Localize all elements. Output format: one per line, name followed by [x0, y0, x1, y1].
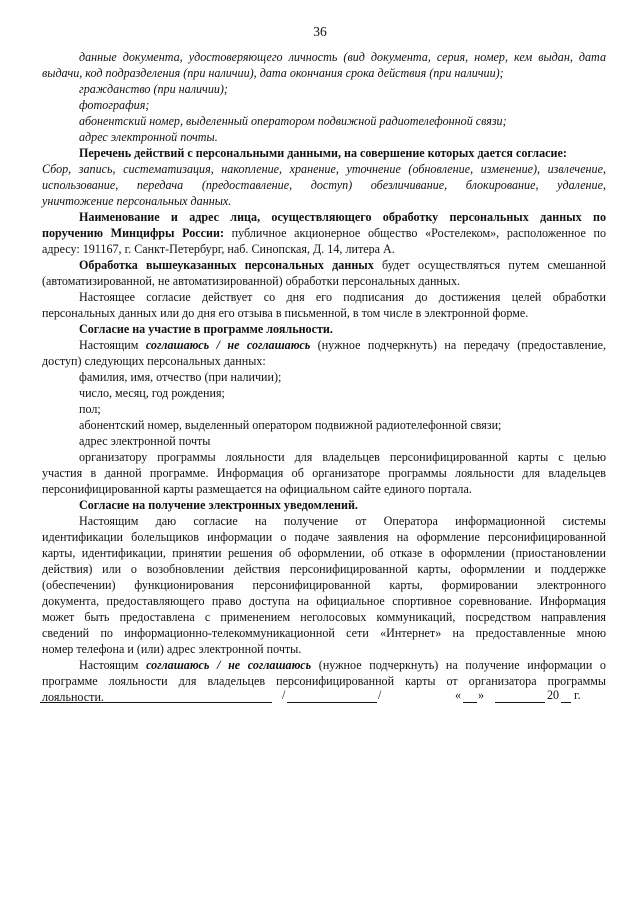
- operator-line-2: [42, 225, 606, 241]
- actions-heading: Перечень действий с персональными данными, на совершение которых дается согласие:: [79, 146, 567, 160]
- notifications-p2-line-2: программе лояльности для владельцев персонифицированной карты от организатора программы: [42, 674, 606, 688]
- loyalty-intro-start: Настоящим: [79, 338, 146, 352]
- year-prefix: 20: [547, 688, 560, 702]
- notifications-p2-rest: (нужное подчеркнуть) на получение информации о: [311, 658, 606, 672]
- notifications-line-1: Настоящим даю согласие на получение от Оператора информационной системы: [79, 514, 606, 528]
- notifications-line-8: сведений по информационно-телекоммуникационной сети «Интернет» на предоставленные мною: [42, 626, 606, 640]
- processing-line-1: [42, 257, 606, 273]
- slash-1: /: [282, 688, 286, 702]
- loyalty-item-sex: пол;: [79, 402, 101, 416]
- date-open-quote: «: [455, 688, 462, 702]
- notifications-line-4: действия) или о возобновлении действия персонифицированной карты, оформлении и поддержке: [42, 562, 606, 576]
- validity-line-1: Настоящее согласие действует со дня его подписания до достижения целей обработки: [79, 290, 606, 304]
- day-line[interactable]: [463, 688, 477, 703]
- list-item-citizenship: гражданство (при наличии);: [79, 82, 228, 96]
- operator-address: адресу: 191167, г. Санкт-Петербург, наб. Синопская, Д. 14, литера А.: [42, 242, 395, 256]
- notifications-p2-start: Настоящим: [79, 658, 147, 672]
- signature-row: [40, 688, 600, 712]
- notifications-agree-choice: соглашаюсь / не соглашаюсь: [146, 658, 312, 672]
- notifications-line-6: документа, предоставляющего право доступа на официальное спортивное соревнование. Информация: [42, 594, 606, 608]
- actions-line-1: Сбор, запись, систематизация, накопление, хранение, уточнение (обновление, изменение), извлечение,: [42, 162, 606, 176]
- loyalty-org-line-1: организатору программы лояльности для владельцев персонифицированной карты с целью: [79, 450, 606, 464]
- notifications-line-3: карты, идентификации, принятии решения об оформлении, об отказе в оформлении (приостановлении: [42, 546, 606, 560]
- loyalty-item-birthdate: число, месяц, год рождения;: [79, 386, 225, 400]
- operator-name: публичное акционерное общество «Ростелеком», расположенное по: [223, 226, 607, 240]
- notifications-line-5: (обеспечении) функционирования персонифицированной карты, формировании электронного: [42, 578, 606, 592]
- month-line[interactable]: [495, 688, 545, 703]
- actions-line-2: использование, передача (предоставление, доступ) обезличивание, блокирование, удаление,: [42, 178, 606, 192]
- document-body: [42, 49, 606, 705]
- loyalty-item-name: фамилия, имя, отчество (при наличии);: [79, 370, 282, 384]
- year-line[interactable]: [561, 688, 571, 703]
- list-item-email: адрес электронной почты.: [79, 130, 218, 144]
- list-item-phone: абонентский номер, выделенный оператором подвижной радиотелефонной связи;: [79, 114, 507, 128]
- loyalty-item-email: адрес электронной почты: [79, 434, 211, 448]
- processing-rest: будет осуществляться путем смешанной: [373, 258, 606, 272]
- name-line[interactable]: [287, 688, 377, 703]
- loyalty-item-phone: абонентский номер, выделенный оператором подвижной радиотелефонной связи;: [79, 418, 502, 432]
- actions-line-3: уничтожение персональных данных.: [42, 194, 232, 208]
- notifications-p2-line-1: [42, 657, 606, 673]
- notifications-line-2: идентификации болельщиков информации о подаче заявления на оформление персонифицированной: [42, 530, 606, 544]
- processing-bold: Обработка вышеуказанных персональных данных: [79, 258, 374, 272]
- loyalty-intro-line-2: доступ) следующих персональных данных:: [42, 354, 266, 368]
- signature-line[interactable]: [40, 688, 272, 703]
- loyalty-intro-line-1: [42, 337, 606, 353]
- year-suffix: г.: [574, 688, 581, 702]
- page-number: 36: [313, 24, 327, 39]
- loyalty-org-line-3: персонифицированной карты размещается на официальном сайте единого портала.: [42, 482, 472, 496]
- notifications-line-9: номер телефона и (или) адрес электронной почты.: [42, 642, 302, 656]
- notifications-p2-line-3: лояльности.: [42, 690, 104, 704]
- notifications-line-7: может быть предоставлена с применением неголосовых коммуникаций, посредством направления: [42, 610, 606, 624]
- notifications-heading: Согласие на получение электронных уведомлений.: [79, 498, 358, 512]
- list-item-photo: фотография;: [79, 98, 150, 112]
- id-document-line-2: выдачи, код подразделения (при наличии), дата окончания срока действия (при наличии);: [42, 66, 504, 80]
- loyalty-agree-choice: соглашаюсь / не соглашаюсь: [145, 338, 311, 352]
- loyalty-org-line-2: участия в данной программе. Информация об организаторе программы лояльности для владельцев: [42, 466, 606, 480]
- date-close-quote: »: [478, 688, 485, 702]
- operator-heading-line-2: поручению Минцифры России:: [42, 226, 224, 240]
- operator-heading-line-1: Наименование и адрес лица, осуществляющего обработку персональных данных по: [79, 210, 606, 224]
- loyalty-intro-rest: (нужное подчеркнуть) на передачу (предоставление,: [310, 338, 606, 352]
- loyalty-heading: Согласие на участие в программе лояльности.: [79, 322, 333, 336]
- id-document-line-1: данные документа, удостоверяющего личность (вид документа, серия, номер, кем выдан, дата: [79, 50, 606, 64]
- processing-line-2: (автоматизированной, не автоматизированной) обработки персональных данных.: [42, 274, 461, 288]
- slash-2: /: [378, 688, 382, 702]
- validity-line-2: персональных данных или до дня его отзыва в письменной, в том числе в электронной форме.: [42, 306, 529, 320]
